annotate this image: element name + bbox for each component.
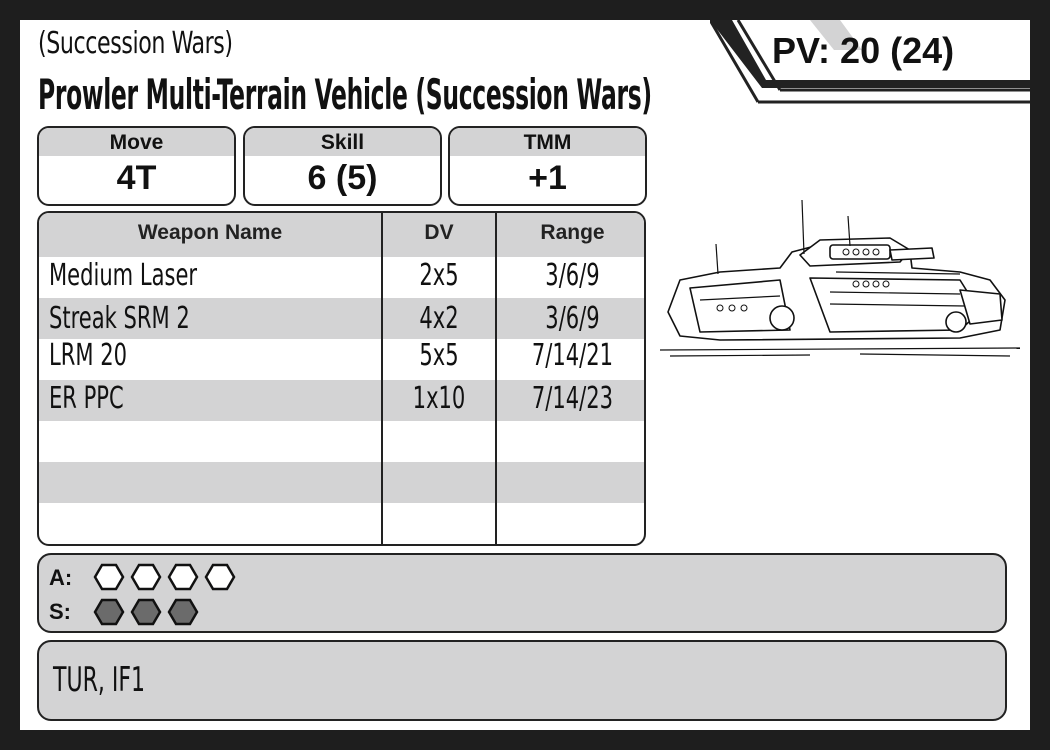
weapon-dv: 1x10 [412,381,466,416]
armor-pip[interactable] [95,565,123,589]
table-row [39,462,646,503]
weapon-name-header: Weapon Name [137,221,283,244]
structure-pip[interactable] [169,600,197,624]
armor-pip[interactable] [206,565,234,589]
weapon-range: 7/14/21 [531,338,614,373]
dv-header: DV [424,221,454,244]
era-label: (Succession Wars) [38,26,233,61]
unit-title: Prowler Multi-Terrain Vehicle (Succession Wars) [38,70,652,119]
column-divider [381,213,383,546]
damage-tracker [37,553,1007,633]
special-abilities-box [37,640,1007,721]
table-row [39,503,646,544]
weapon-name: Medium Laser [49,258,198,293]
weapon-range: 7/14/23 [531,381,614,416]
structure-label: S: [49,599,71,624]
structure-pip[interactable] [132,600,160,624]
armor-label: A: [49,565,73,590]
weapon-name: Streak SRM 2 [49,301,190,336]
tmm-stat [448,126,647,206]
pv-value: 20 (24) [840,30,955,71]
weapon-dv: 2x5 [419,258,459,293]
move-label: Move [39,128,234,156]
weapon-range: 3/6/9 [545,301,600,336]
weapon-name: ER PPC [49,381,124,416]
point-value [772,30,954,72]
tmm-label: TMM [450,128,645,156]
armor-pip[interactable] [132,565,160,589]
move-value: 4T [116,159,157,197]
weapon-dv: 4x2 [419,301,459,336]
structure-pips [91,596,241,628]
skill-value: 6 (5) [307,159,378,197]
weapons-table [37,211,646,546]
armor-pips [91,561,241,593]
skill-stat [243,126,442,206]
range-header: Range [540,221,605,244]
vehicle-illustration [660,180,1020,360]
tmm-value: +1 [528,159,567,197]
unit-card [20,20,1030,730]
move-stat [37,126,236,206]
structure-pip[interactable] [95,600,123,624]
pv-label: PV: [772,30,831,71]
column-divider [495,213,497,546]
skill-label: Skill [245,128,440,156]
weapon-range: 3/6/9 [545,258,600,293]
weapon-dv: 5x5 [419,338,459,373]
table-row [39,421,646,462]
weapon-name: LRM 20 [49,338,127,373]
armor-pip[interactable] [169,565,197,589]
special-abilities-text: TUR, IF1 [53,660,146,700]
